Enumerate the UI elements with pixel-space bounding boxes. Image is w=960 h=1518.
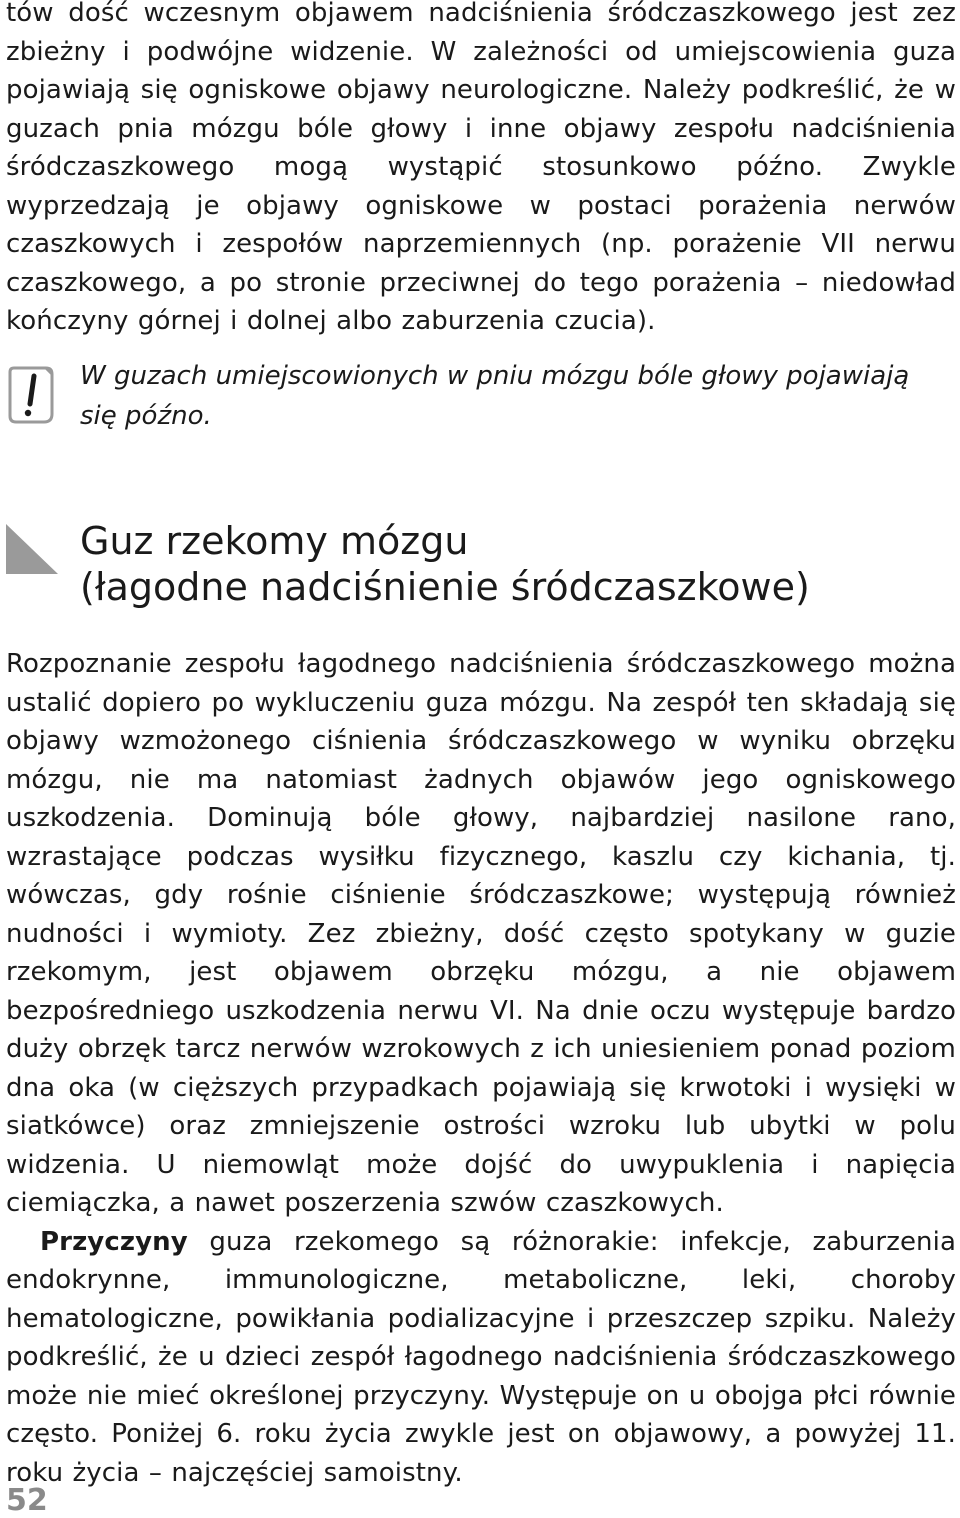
section-paragraph-2 <box>6 1223 956 1493</box>
note-box <box>6 356 956 446</box>
section-heading-line1: Guz rzekomy mózgu <box>80 519 469 563</box>
section-heading-line2: (łagodne nadciśnienie śródczaszkowe) <box>80 565 810 609</box>
triangle-marker-icon <box>6 524 60 578</box>
section-paragraph-1: Rozpoznanie zespołu łagodnego nadciśnienia śródczaszkowego można ustalić dopiero po wykluczeniu guza mózgu. Na zespół ten składają się objawy wzmożonego ciśnienia śródczaszkowego w wyniku obrzęku mózgu, nie ma natomiast żadnych objawów jego ogniskowego uszkodzenia. Dominują bóle głowy, najbardziej nasilone rano, wzrastające podczas wysiłku fizycznego, kaszlu czy kichania, tj. wówczas, gdy rośnie ciśnienie śródczaszkowe; występują również nudności i wymioty. Zez zbieżny, dość często spotykany w guzie rzekomym, jest objawem obrzęku mózgu, a nie objawem bezpośredniego uszkodzenia nerwu VI. Na dnie oczu występuje bardzo duży obrzęk tarcz nerwów wzrokowych z ich uniesieniem ponad poziom dna oka (w cięższych przypadkach pojawiają się krwotoki i wysięki w siatkówce) oraz zmniejszenie ostrości wzroku lub ubytki w polu widzenia. U niemowląt może dojść do uwypuklenia i napięcia ciemiączka, a nawet poszerzenia szwów czaszkowych. <box>6 649 956 1218</box>
paragraph-lead-term: Przyczyny <box>40 1226 188 1257</box>
note-text: W guzach umiejscowionych w pniu mózgu bóle głowy pojawiają się późno. <box>80 361 910 431</box>
section-heading-block <box>6 518 956 618</box>
exclamation-note-icon <box>6 364 56 426</box>
paragraph-continued: tów dość wczesnym objawem nadciśnienia śródczaszkowego jest zez zbieżny i podwójne widzenie. W zależności od umiejscowienia guza pojawiają się ogniskowe objawy neurologiczne. Należy podkreślić, że w guzach pnia mózgu bóle głowy i inne objawy zespołu nadciśnienia śródczaszkowego mogą wystąpić stosunkowo późno. Zwykle wyprzedzają je objawy ogniskowe w postaci porażenia nerwów czaszkowych i zespołów naprzemiennych (np. porażenie VII nerwu czaszkowego, a po stronie przeciwnej do tego porażenia – niedowład kończyny górnej i dolnej albo zaburzenia czucia). <box>6 0 956 336</box>
section-heading <box>80 518 950 610</box>
page-number: 52 <box>6 1483 48 1518</box>
section-body <box>6 645 956 1492</box>
paragraph-2-text: guza rzekomego są różnorakie: infekcje, zaburzenia endokrynne, immunologiczne, metaboliczne, leki, choroby hematologiczne, powikłania podializacyjne i przeszczep szpiku. Należy podkreślić, że u dzieci zespół łagodnego nadciśnienia śródczaszkowego może nie mieć określonej przyczyny. Występuje on u obojga płci równie często. Poniżej 6. roku życia zwykle jest on objawowy, a powyżej 11. roku życia – najczęściej samoistny. <box>6 1226 956 1488</box>
